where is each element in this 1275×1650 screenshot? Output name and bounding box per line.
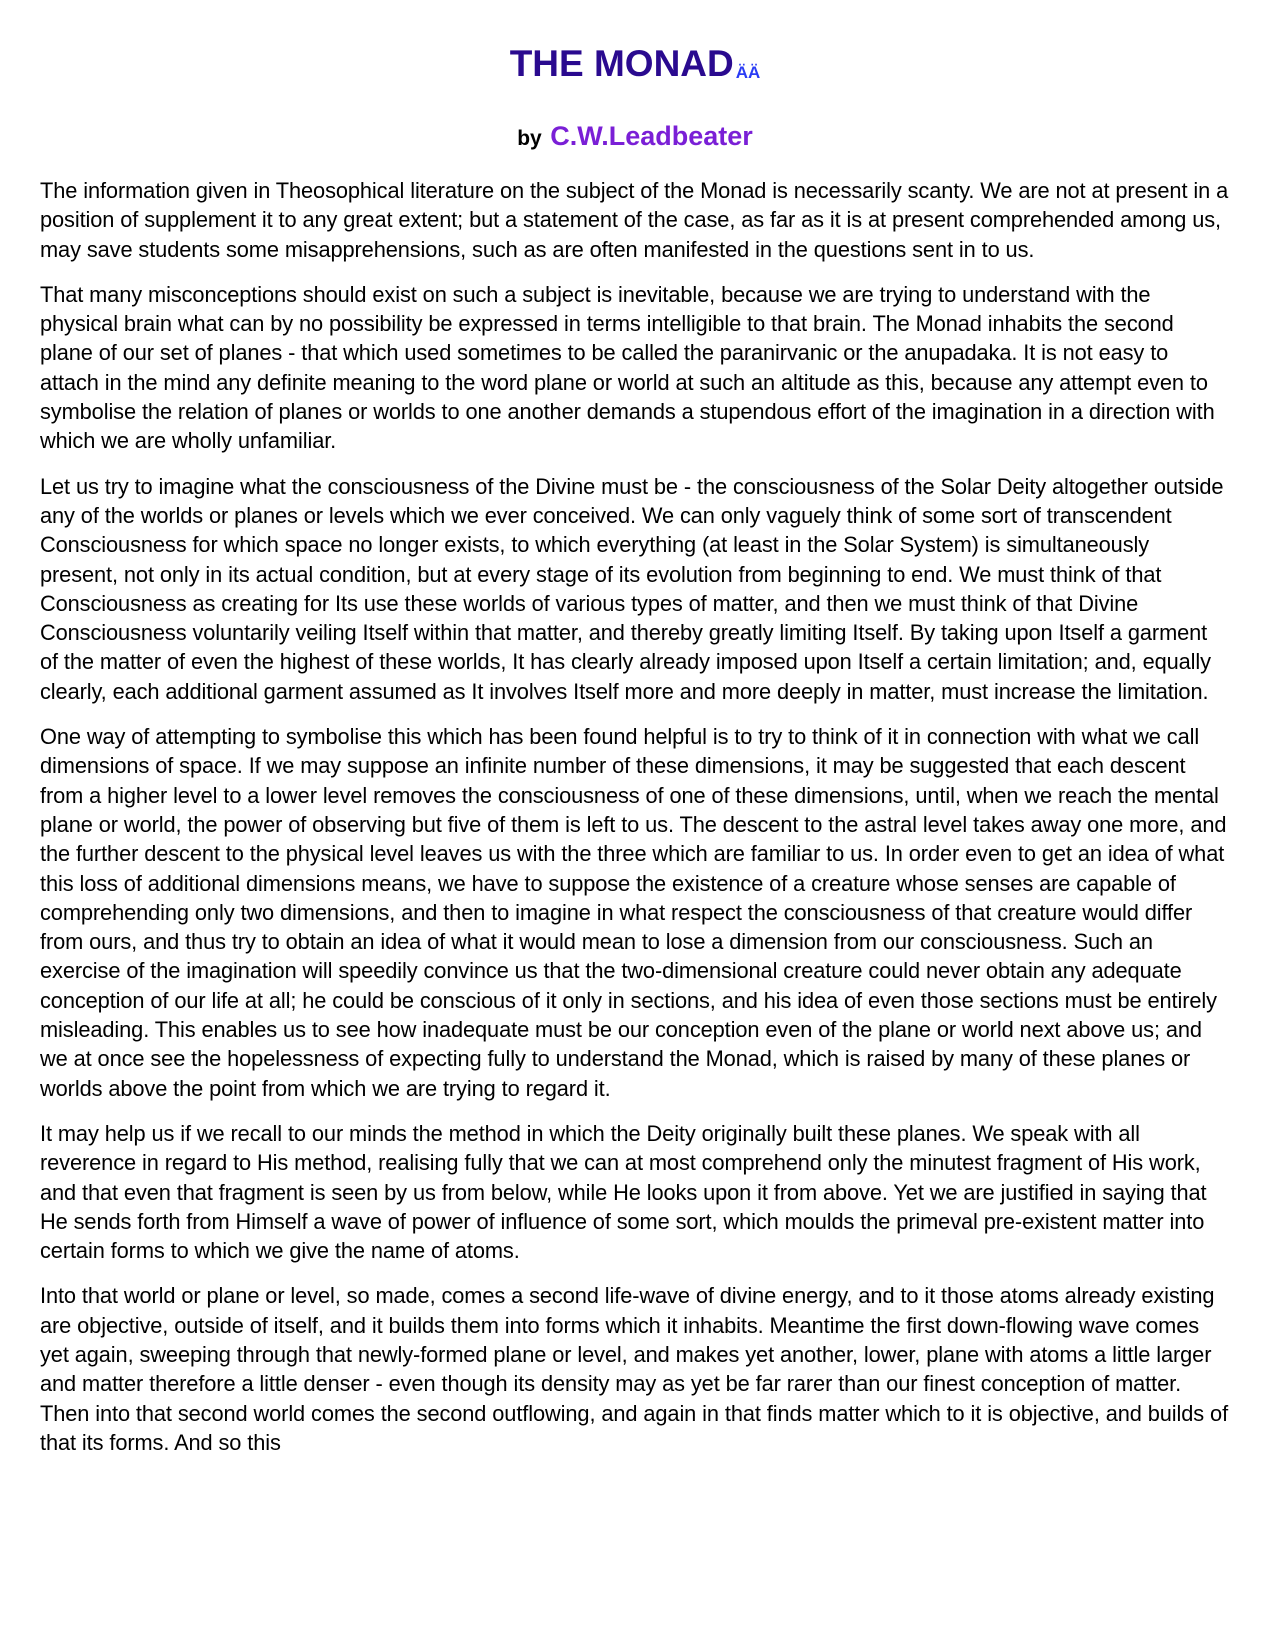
paragraph: That many misconceptions should exist on such a subject is inevitable, because we are trying to understand with the physical brain what can by no possibility be expressed in terms intelligible to that brain. The Monad inhabits the second plane of our set of planes - that which used sometimes to be called the paranirvanic or the anupadaka. It is not easy to attach in the mind any definite meaning to the word plane or world at such an altitude as this, because any attempt even to symbolise the relation of planes or worlds to one another demands a stupendous effort of the imagination in a direction with which we are wholly unfamiliar. — [40, 281, 1215, 454]
paragraph: The information given in Theosophical literature on the subject of the Monad is necessarily scanty. We are not at present in a position of supplement it to any great extent; but a statement of the case, as far as it is at present comprehended among us, may save students some misapprehensions, such as are often manifested in the questions sent in to us. — [40, 178, 1229, 262]
by-label: by — [517, 127, 542, 150]
paragraph: One way of attempting to symbolise this which has been found helpful is to try to think of it in connection with what we call dimensions of space. If we may suppose an infinite number of these dimensions, it may be suggested that each descent from a higher level to a lower level removes the consciousness of one of these dimensions, until, when we reach the mental plane or world, the power of observing but five of them is left to us. The descent to the astral level takes away one more, and the further descent to the physical level leaves us with the three which are familiar to us. In order even to get an idea of what this loss of additional dimensions means, we have to suppose the existence of a creature whose senses are capable of comprehending only two dimensions, and then to imagine in what respect the consciousness of that creature would differ from ours, and thus try to obtain an idea of what it would mean to lose a dimension from our consciousness. Such an exercise of the imagination will speedily convince us that the two-dimensional creature could never obtain any adequate conception of our life at all; he could be conscious of it only in sections, and his idea of even those sections must be entirely misleading. This enables us to see how inadequate must be our conception even of the plane or world next above us; and we at once see the hopelessness of expecting fully to understand the Monad, which is raised by many of these planes or worlds above the point from which we are trying to regard it. — [40, 724, 1227, 1101]
document-title — [40, 40, 1230, 97]
author-name: C.W.Leadbeater — [550, 121, 753, 151]
paragraph: Into that world or plane or level, so made, comes a second life-wave of divine energy, and to it those atoms already existing are objective, outside of itself, and it builds them into forms which it inhabits. Meantime the first down-flowing wave comes yet again, sweeping through that newly-formed plane or level, and makes yet another, lower, plane with atoms a little larger and matter therefore a little denser - even though its density may as yet be far rarer than our finest conception of matter. Then into that second world comes the second outflowing, and again in that finds matter which to it is objective, and builds of that its forms. And so this — [40, 1283, 1229, 1455]
byline — [40, 119, 1230, 158]
document-page — [40, 0, 1230, 1473]
paragraph: Let us try to imagine what the consciousness of the Divine must be - the consciousness of the Solar Deity altogether outside any of the worlds or planes or levels which we ever conceived. We can only vaguely think of some sort of transcendent Consciousness for which space no longer exists, to which everything (at least in the Solar System) is simultaneously present, not only in its actual condition, but at every stage of its evolution from beginning to end. We must think of that Consciousness as creating for Its use these worlds of various types of matter, and then we must think of that Divine Consciousness voluntarily veiling Itself within that matter, and thereby greatly limiting Itself. By taking upon Itself a garment of the matter of even the highest of these worlds, It has clearly already imposed upon Itself a certain limitation; and, equally clearly, each additional garment assumed as It involves Itself more and more deeply in matter, must increase the limitation. — [40, 473, 1224, 704]
title-suffix: ÄÄ — [735, 63, 761, 82]
title-text: THE MONAD — [509, 43, 734, 84]
body-text — [40, 176, 1230, 1457]
paragraph: It may help us if we recall to our minds the method in which the Deity originally built these planes. We speak with all reverence in regard to His method, realising fully that we can at most comprehend only the minutest fragment of His work, and that even that fragment is seen by us from below, while He looks upon it from above. Yet we are justified in saying that He sends forth from Himself a wave of power of influence of some sort, which moulds the primeval pre-existent matter into certain forms to which we give the name of atoms. — [40, 1120, 1207, 1264]
